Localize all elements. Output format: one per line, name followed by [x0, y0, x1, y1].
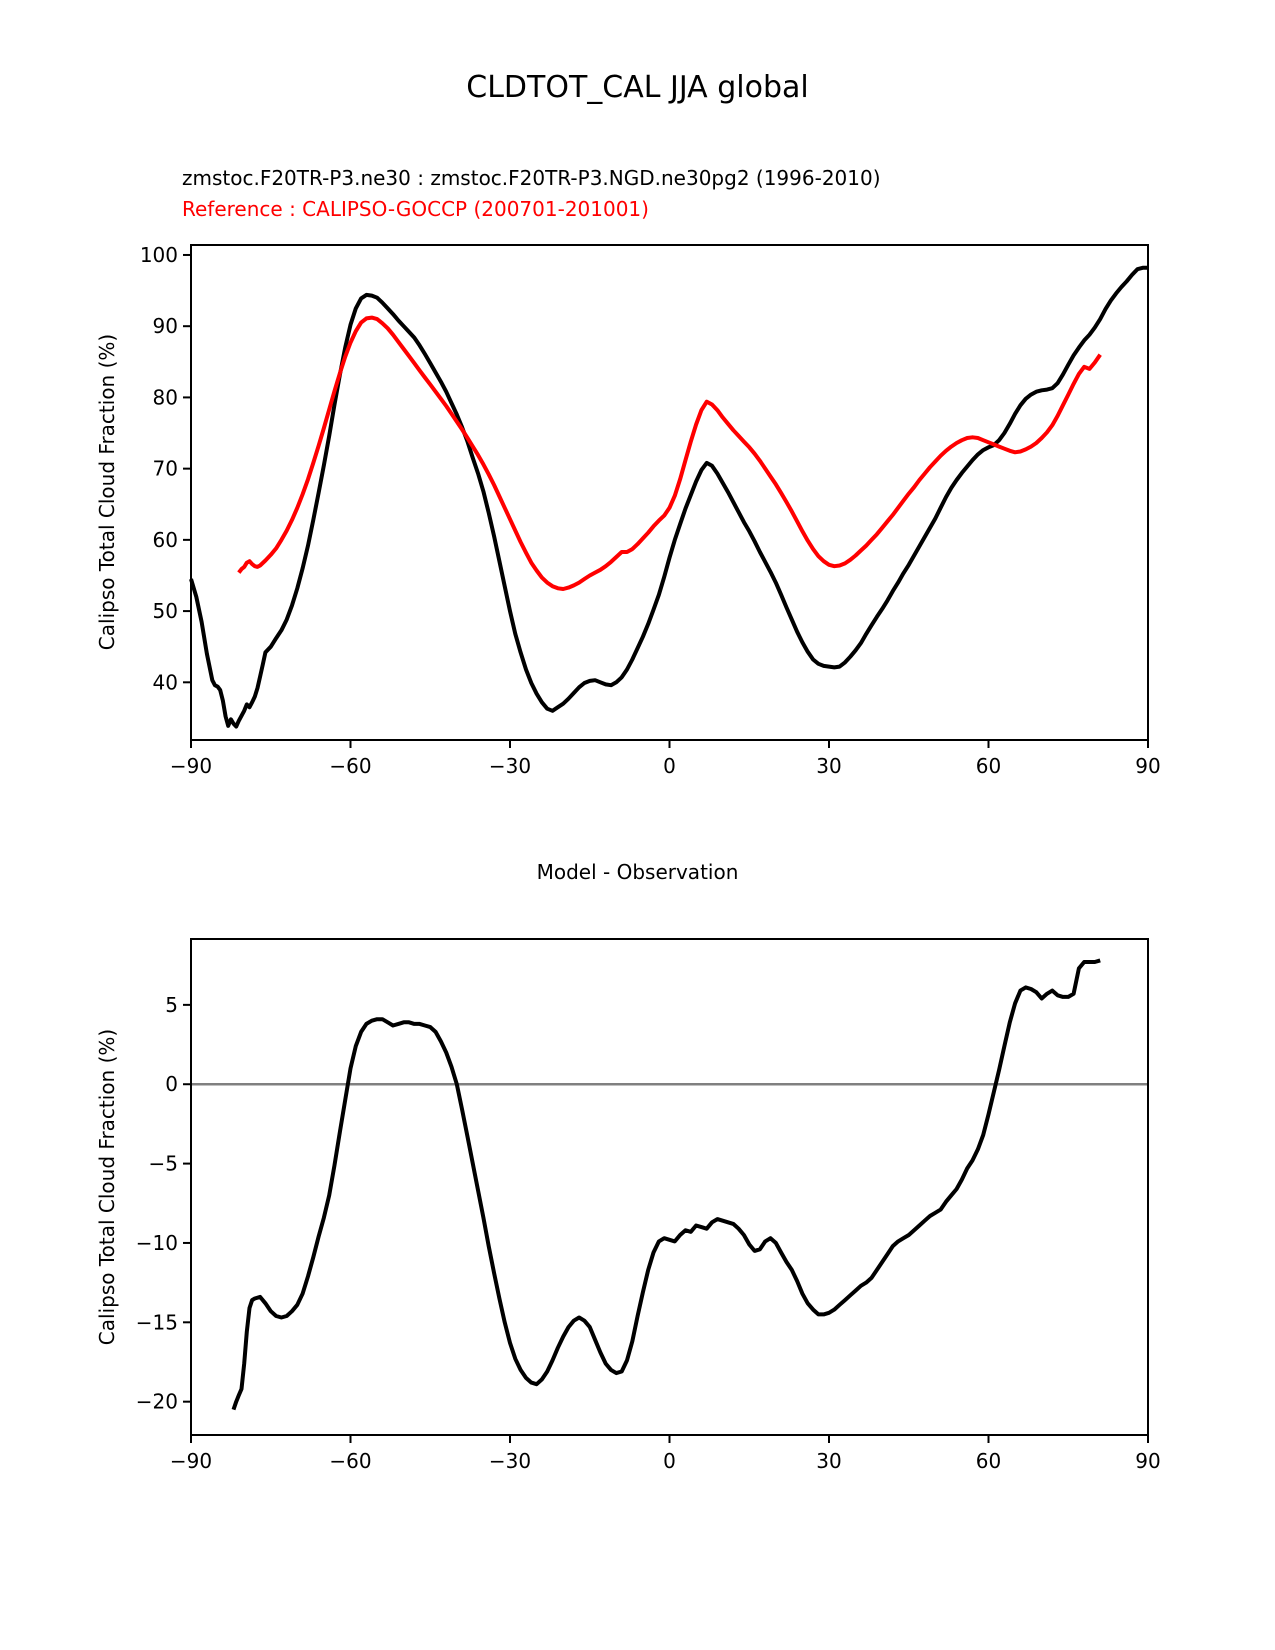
y-axis-label-top: Calipso Total Cloud Fraction (%) — [95, 333, 119, 651]
x-tick-label: −90 — [169, 754, 213, 778]
y-tick-label: 50 — [152, 599, 178, 624]
figure-title: CLDTOT_CAL JJA global — [466, 70, 809, 105]
x-tick-label: −30 — [488, 1449, 532, 1473]
y-tick-label: −20 — [135, 1389, 178, 1414]
y-tick-label: 0 — [165, 1072, 178, 1097]
difference-line — [234, 960, 1101, 1409]
y-tick-label: 90 — [152, 314, 178, 339]
x-tick-label: 30 — [816, 1449, 842, 1473]
x-tick-label: −60 — [329, 754, 372, 778]
x-tick-label: −90 — [169, 1449, 213, 1473]
x-tick-label: −60 — [329, 1449, 372, 1473]
y-tick-label: −5 — [148, 1151, 178, 1176]
x-tick-label: 60 — [975, 754, 1002, 778]
y-tick-label: 5 — [165, 992, 178, 1017]
y-tick-label: −10 — [135, 1230, 178, 1255]
reference-label: Reference : CALIPSO-GOCCP (200701-201001) — [182, 197, 649, 221]
x-tick-label: 30 — [816, 754, 842, 778]
x-tick-label: 90 — [1135, 1449, 1161, 1473]
x-tick-label: 90 — [1135, 754, 1161, 778]
x-tick-label: 0 — [663, 1449, 676, 1473]
y-tick-label: 80 — [152, 385, 178, 410]
y-tick-label: 70 — [152, 456, 178, 481]
y-axis-label-bottom: Calipso Total Cloud Fraction (%) — [95, 1028, 119, 1346]
x-tick-label: −30 — [488, 754, 532, 778]
difference-panel-title: Model - Observation — [536, 860, 739, 884]
axes-frame — [191, 939, 1148, 1435]
x-tick-label: 0 — [663, 754, 676, 778]
x-tick-label: 60 — [975, 1449, 1002, 1473]
model-run-label: zmstoc.F20TR-P3.ne30 : zmstoc.F20TR-P3.NGD.ne30pg2 (1996-2010) — [182, 166, 881, 190]
y-tick-label: 40 — [152, 670, 178, 695]
y-tick-label: 100 — [139, 242, 178, 267]
y-tick-label: −15 — [135, 1310, 178, 1335]
y-tick-label: 60 — [152, 527, 178, 552]
